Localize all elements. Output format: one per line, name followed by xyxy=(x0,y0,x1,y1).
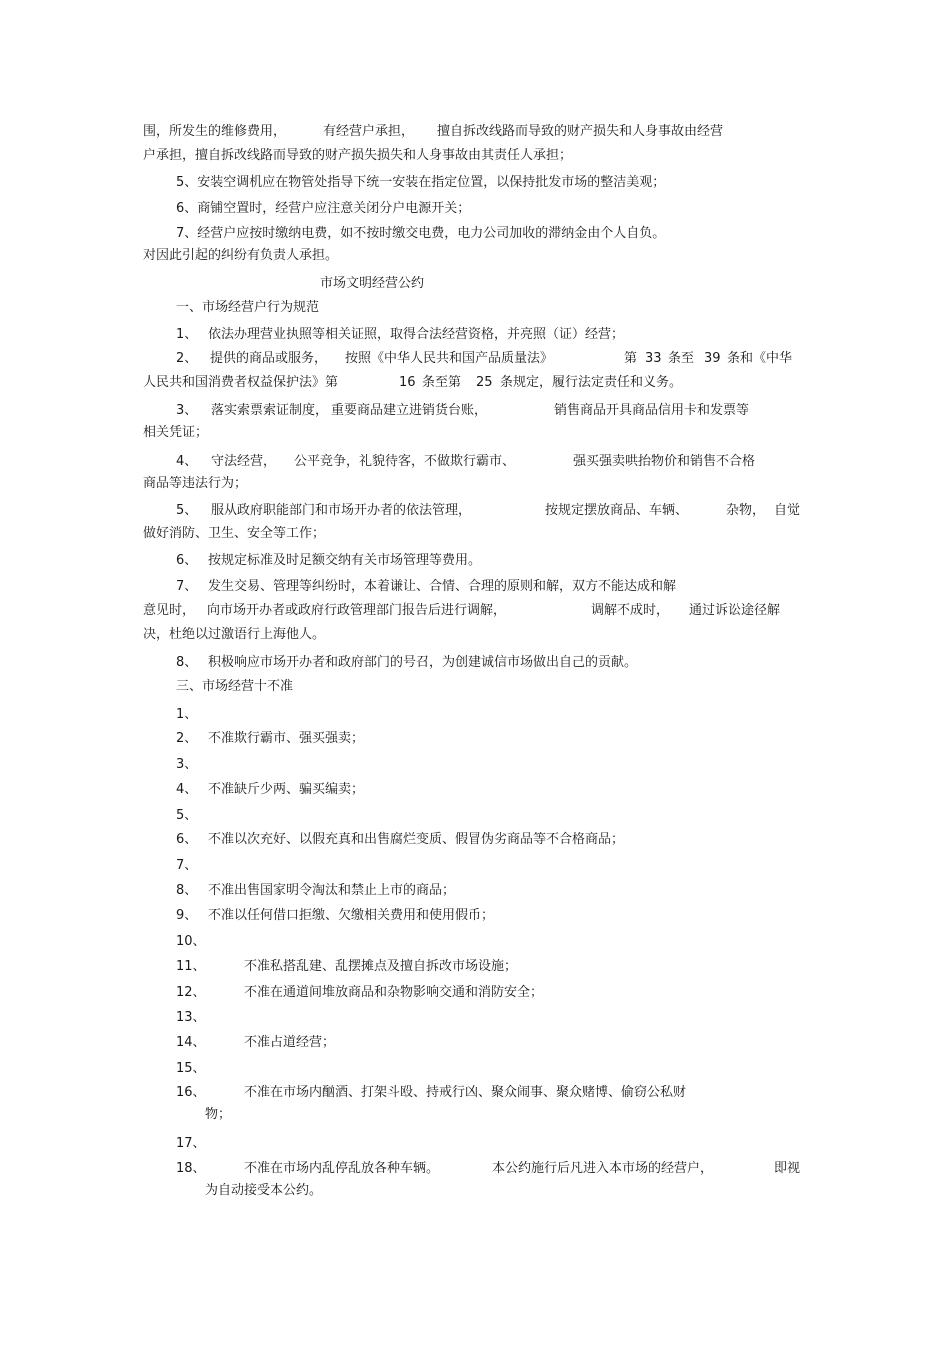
text-segment: 调解不成时， xyxy=(591,603,670,618)
text-segment: 不准在通道间堆放商品和杂物影响交通和消防安全； xyxy=(244,985,544,1000)
text-segment: 即视 xyxy=(774,1161,801,1176)
item-number: 5、 xyxy=(176,808,198,823)
text-segment: 25 xyxy=(476,375,493,390)
text-segment: 不准私搭乱建、乱摆摊点及擅自拆改市场设施； xyxy=(244,959,518,974)
text-segment: 7、经营户应按时缴纳电费，如不按时缴交电费，电力公司加收的滞纳金由个人自负。 xyxy=(176,226,666,241)
item-number: 17、 xyxy=(176,1136,206,1151)
text-segment: 自觉 xyxy=(774,503,801,518)
text-segment: 户承担，擅自拆改线路而导致的财产损失损失和人身事故由其责任人承担； xyxy=(143,148,573,163)
text-segment: 提供的商品或服务， xyxy=(210,351,328,366)
item-number: 5、 xyxy=(176,503,198,518)
item-number: 2、 xyxy=(176,351,198,366)
text-segment: 公平竞争，礼貌待客，不做欺行霸市、 xyxy=(294,454,516,469)
text-segment: 守法经营， xyxy=(211,454,277,469)
text-segment: 意见时， xyxy=(143,603,196,618)
item-number: 1、 xyxy=(176,707,198,722)
item-number: 7、 xyxy=(176,858,198,873)
heading-text: 三、市场经营十不准 xyxy=(176,679,294,694)
item-number: 9、 xyxy=(176,908,198,923)
text-segment: 不准以任何借口拒缴、欠缴相关费用和使用假币； xyxy=(208,908,495,923)
text-segment: 依法办理营业执照等相关证照，取得合法经营资格，并亮照（证）经营； xyxy=(208,327,625,342)
text-segment: 为自动接受本公约。 xyxy=(205,1183,323,1198)
text-segment: 按照《中华人民共和国产品质量法》 xyxy=(345,351,554,366)
text-segment: 本公约施行后凡进入本市场的经营户， xyxy=(492,1161,714,1176)
text-segment: 通过诉讼途径解 xyxy=(689,603,781,618)
text-segment: 条至 xyxy=(668,351,695,366)
item-number: 6、 xyxy=(176,832,198,847)
text-segment: 决，杜绝以过激语行上海他人。 xyxy=(143,627,326,642)
item-number: 15、 xyxy=(176,1061,206,1076)
heading-text: 市场文明经营公约 xyxy=(320,276,425,291)
item-number: 14、 xyxy=(176,1035,206,1050)
item-number: 12、 xyxy=(176,985,206,1000)
text-segment: 6、商铺空置时，经营户应注意关闭分户电源开关； xyxy=(176,201,471,216)
text-segment: 第 xyxy=(624,351,638,366)
text-segment: 不准出售国家明令淘汰和禁止上市的商品； xyxy=(208,883,456,898)
item-number: 11、 xyxy=(176,959,206,974)
text-segment: 积极响应市场开办者和政府部门的号召，为创建诚信市场做出自己的贡献。 xyxy=(208,655,638,670)
item-number: 8、 xyxy=(176,655,198,670)
item-number: 6、 xyxy=(176,553,198,568)
text-segment: 不准在市场内乱停乱放各种车辆。 xyxy=(244,1161,440,1176)
text-segment: 人民共和国消费者权益保护法》第 xyxy=(143,375,339,390)
text-segment: 16 xyxy=(399,375,416,390)
item-number: 7、 xyxy=(176,579,198,594)
item-number: 4、 xyxy=(176,782,198,797)
text-segment: 33 xyxy=(645,351,662,366)
text-segment: 5、安装空调机应在物管处指导下统一安装在指定位置，以保持批发市场的整洁美观； xyxy=(176,175,666,190)
text-segment: 按规定标准及时足额交纳有关市场管理等费用。 xyxy=(208,553,482,568)
text-segment: 做好消防、卫生、安全等工作； xyxy=(143,526,326,541)
item-number: 3、 xyxy=(176,403,198,418)
heading-text: 一、市场经营户行为规范 xyxy=(176,300,320,315)
text-segment: 服从政府职能部门和市场开办者的依法管理， xyxy=(211,503,472,518)
text-segment: 杂物， xyxy=(726,503,766,518)
text-segment: 围，所发生的维修费用， xyxy=(143,124,287,139)
item-number: 16、 xyxy=(176,1085,206,1100)
text-segment: 销售商品开具商品信用卡和发票等 xyxy=(554,403,750,418)
text-segment: 不准缺斤少两、骗买编卖； xyxy=(208,782,365,797)
text-segment: 擅自拆改线路而导致的财产损失和人身事故由经营 xyxy=(437,124,724,139)
item-number: 2、 xyxy=(176,731,198,746)
text-segment: 相关凭证； xyxy=(143,425,209,440)
text-segment: 重要商品建立进销货台账， xyxy=(331,403,488,418)
text-segment: 物； xyxy=(205,1107,232,1122)
item-number: 18、 xyxy=(176,1161,206,1176)
text-segment: 条至第 xyxy=(422,375,462,390)
text-segment: 落实索票索证制度， xyxy=(211,403,329,418)
text-segment: 按规定摆放商品、车辆、 xyxy=(545,503,689,518)
text-segment: 条和《中华 xyxy=(727,351,793,366)
text-segment: 不准在市场内酗酒、打架斗殴、持戒行凶、聚众闹事、聚众赌博、偷窃公私财 xyxy=(244,1085,687,1100)
text-segment: 不准以次充好、以假充真和出售腐烂变质、假冒伪劣商品等不合格商品； xyxy=(208,832,625,847)
item-number: 10、 xyxy=(176,934,206,949)
text-segment: 不准欺行霸市、强买强卖； xyxy=(208,731,365,746)
item-number: 8、 xyxy=(176,883,198,898)
item-number: 13、 xyxy=(176,1010,206,1025)
text-segment: 条规定，履行法定责任和义务。 xyxy=(500,375,683,390)
item-number: 4、 xyxy=(176,454,198,469)
text-segment: 39 xyxy=(704,351,721,366)
text-segment: 对因此引起的纠纷有负责人承担。 xyxy=(143,248,339,263)
item-number: 1、 xyxy=(176,327,198,342)
text-segment: 有经营户承担， xyxy=(323,124,415,139)
item-number: 3、 xyxy=(176,757,198,772)
text-segment: 强买强卖哄抬物价和销售不合格 xyxy=(573,454,756,469)
text-segment: 发生交易、管理等纠纷时，本着谦让、合情、合理的原则和解，双方不能达成和解 xyxy=(208,579,677,594)
text-segment: 向市场开办者或政府行政管理部门报告后进行调解， xyxy=(207,603,507,618)
text-segment: 商品等违法行为； xyxy=(143,476,248,491)
text-segment: 不准占道经营； xyxy=(244,1035,336,1050)
